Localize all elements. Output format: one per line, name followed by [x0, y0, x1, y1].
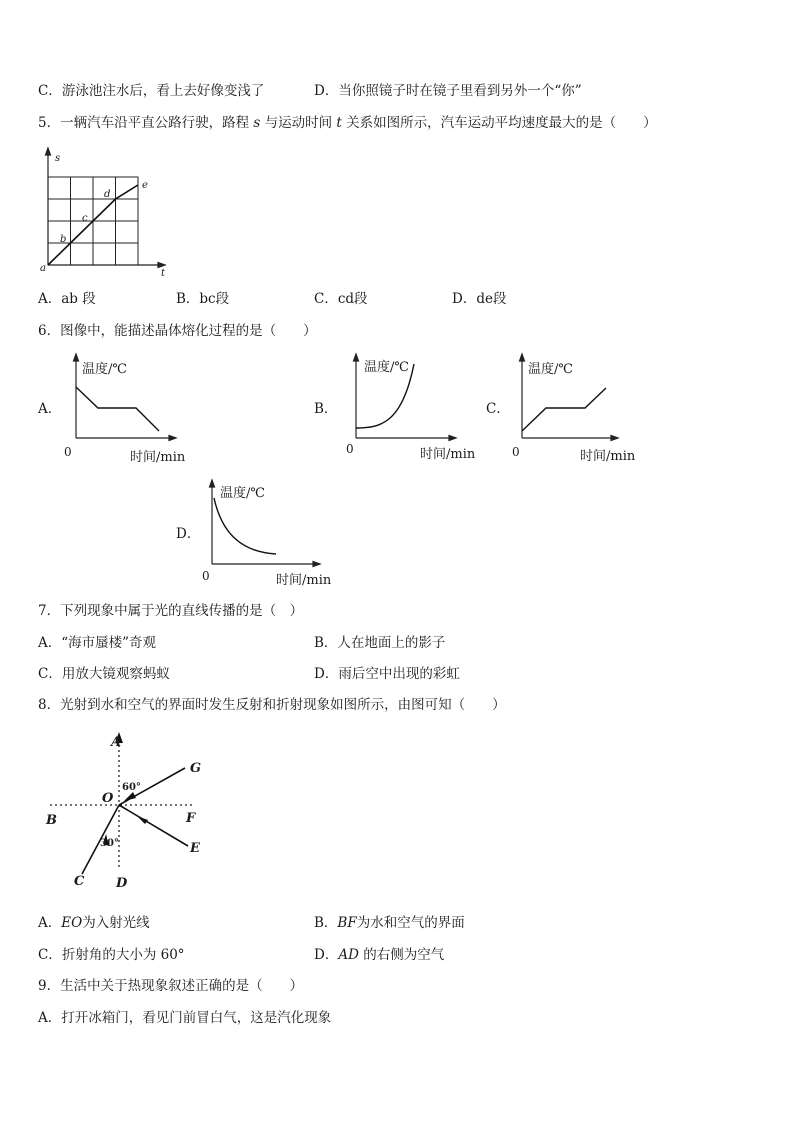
- q8-label-a: A: [111, 735, 122, 750]
- q6-label-b: B．: [314, 401, 338, 417]
- q5-axis-t: t: [161, 268, 166, 279]
- q6-graph-d: [196, 478, 346, 593]
- q4-option-d: D．当你照镜子时在镜子里看到另外一个“你”: [314, 83, 582, 99]
- q5-point-a: a: [40, 263, 46, 274]
- q5-option-c: C．cd段: [314, 291, 368, 307]
- q6b-xlabel: 时间/min: [420, 447, 476, 462]
- q7-option-a: A．“海市蜃楼”奇观: [38, 635, 157, 651]
- q8-reflection-refraction-diagram: [40, 730, 220, 895]
- q6-graph-a: [60, 352, 210, 467]
- q5-point-d: d: [104, 189, 111, 200]
- q6a-origin: 0: [64, 445, 72, 459]
- q5-option-d: D．de段: [452, 291, 507, 307]
- q8-label-o: O: [102, 791, 114, 806]
- q8-label-e: E: [190, 841, 200, 856]
- q6-label-d: D．: [176, 526, 201, 542]
- q6c-ylabel: 温度/℃: [528, 362, 573, 377]
- q7-stem: 7．下列现象中属于光的直线传播的是（ ）: [38, 603, 304, 619]
- q6-graph-c: [506, 352, 656, 467]
- q8-option-d: D．AD 的右侧为空气: [314, 947, 445, 963]
- q6-graph-b: [340, 352, 490, 467]
- q9-stem: 9．生活中关于热现象叙述正确的是（ ）: [38, 978, 304, 994]
- q4-option-c: C．游泳池注水后，看上去好像变浅了: [38, 83, 265, 99]
- q7-option-b: B．人在地面上的影子: [314, 635, 446, 651]
- q5-st-graph: [36, 145, 176, 280]
- q5-point-c: c: [82, 213, 88, 224]
- q5-point-b: b: [60, 234, 67, 245]
- q8-label-b: B: [46, 813, 57, 828]
- q5-option-b: B．bc段: [176, 291, 230, 307]
- q5-option-a: A．ab 段: [38, 291, 96, 307]
- q6c-origin: 0: [512, 445, 520, 459]
- q7-option-c: C．用放大镜观察蚂蚁: [38, 666, 170, 682]
- q8-label-f: F: [186, 811, 196, 826]
- q8-option-c: C．折射角的大小为 60°: [38, 947, 185, 963]
- q6c-xlabel: 时间/min: [580, 449, 636, 464]
- q8-stem: 8．光射到水和空气的界面时发生反射和折射现象如图所示，由图可知（ ）: [38, 697, 506, 713]
- q5-axis-s: s: [55, 153, 61, 164]
- q9-option-a: A．打开冰箱门，看见门前冒白气，这是汽化现象: [38, 1010, 332, 1026]
- q6b-origin: 0: [346, 442, 354, 456]
- q8-label-g: G: [190, 761, 202, 776]
- q6d-ylabel: 温度/℃: [220, 486, 265, 501]
- q6d-xlabel: 时间/min: [276, 573, 332, 588]
- q6-label-c: C．: [486, 401, 510, 417]
- q6-stem: 6．图像中，能描述晶体熔化过程的是（ ）: [38, 323, 317, 339]
- q8-angle-30: 30°: [100, 838, 119, 849]
- q6-label-a: A．: [38, 401, 62, 417]
- q8-label-d: D: [116, 876, 128, 891]
- q5-stem: 5．一辆汽车沿平直公路行驶，路程 s 与运动时间 t 关系如图所示，汽车运动平均速度最大的是（ ）: [38, 115, 657, 131]
- q8-option-b: B．BF为水和空气的界面: [314, 915, 465, 931]
- q6a-xlabel: 时间/min: [130, 450, 186, 465]
- q6d-origin: 0: [202, 569, 210, 583]
- q7-option-d: D．雨后空中出现的彩虹: [314, 666, 460, 682]
- q6b-ylabel: 温度/℃: [364, 360, 409, 375]
- q8-option-a: A．EO为入射光线: [38, 915, 150, 931]
- q8-angle-60: 60°: [122, 782, 141, 793]
- q6a-ylabel: 温度/℃: [82, 362, 127, 377]
- q5-point-e: e: [142, 180, 148, 191]
- q8-label-c: C: [74, 874, 85, 889]
